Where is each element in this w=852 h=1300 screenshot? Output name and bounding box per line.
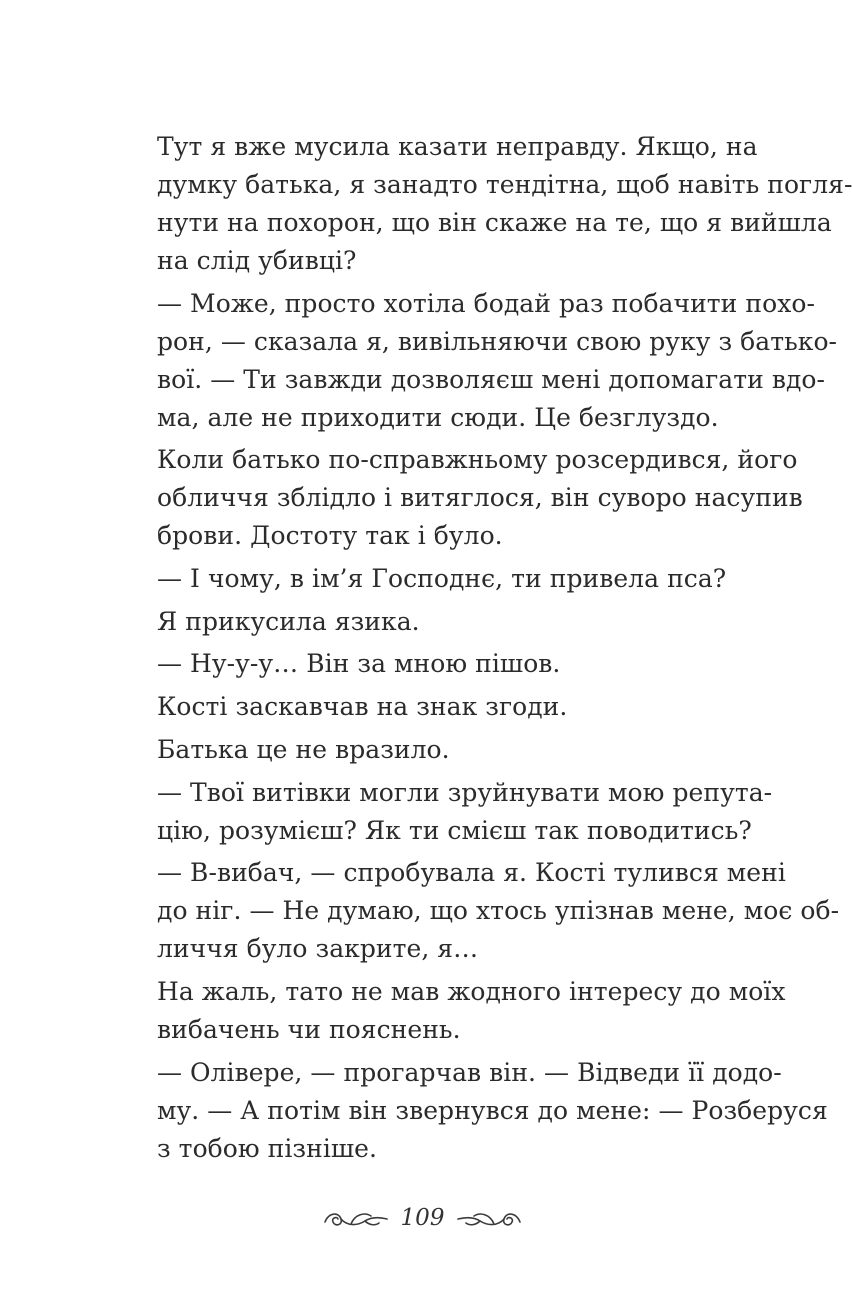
text-line: на слід убивці? — [157, 246, 357, 275]
text-line: На жаль, тато не мав жодного інтересу до моїх — [157, 976, 786, 1006]
text-line: му. — А потім він звернувся до мене: — Розберуся — [157, 1095, 828, 1125]
text-line: рон, — сказала я, вивільняючи свою руку з батько- — [157, 326, 838, 356]
text-line: — Твої витівки могли зруйнувати мою репута- — [157, 777, 773, 807]
text-line: обличчя зблідло і витяглося, він суворо насупив — [157, 483, 803, 513]
text-line: цію, розумієш? Як ти смієш так поводитись? — [157, 815, 752, 845]
text-line: — Може, просто хотіла бодай раз побачити похо- — [157, 288, 815, 318]
text-line: Тут я вже мусила казати неправду. Якщо, на — [157, 132, 758, 161]
text-line: Я прикусила язика. — [157, 606, 420, 636]
text-line: вої. — Ти завжди дозволяєш мені допомагати вдо- — [157, 364, 826, 394]
text-line: Батька це не вразило. — [157, 734, 450, 764]
text-line: до ніг. — Не думаю, що хтось упізнав мене, моє об- — [157, 896, 840, 926]
text-line: — І чому, в ім’я Господнє, ти привела пса? — [157, 564, 727, 594]
text-line: нути на похорон, що він скаже на те, що я вийшла — [157, 208, 832, 237]
text-line: вибачень чи пояснень. — [157, 1014, 461, 1044]
text-line: — Олівере, — прогарчав він. — Відведи її додо- — [157, 1057, 782, 1087]
text-line: з тобою пізніше. — [157, 1133, 378, 1163]
text-line: — В-вибач, — спробувала я. Кості тулився мені — [157, 858, 786, 888]
left-scroll-ornament-icon — [321, 1204, 391, 1232]
page-body-text — [157, 128, 852, 1168]
page-footer — [0, 1198, 845, 1238]
text-line: — Ну-у-у… Він за мною пішов. — [157, 649, 561, 679]
text-line: ма, але не приходити сюди. Це безглуздо. — [157, 402, 719, 432]
right-scroll-ornament-icon — [454, 1204, 524, 1232]
text-line: Коли батько по-справжньому розсердився, його — [157, 445, 798, 475]
text-line: Кості заскавчав на знак згоди. — [157, 692, 568, 722]
text-line: думку батька, я занадто тендітна, щоб навіть погля- — [157, 170, 852, 199]
text-line: брови. Достоту так і було. — [157, 521, 503, 551]
text-line: личчя було закрите, я… — [157, 934, 479, 964]
page-number: 109 — [400, 1205, 445, 1231]
